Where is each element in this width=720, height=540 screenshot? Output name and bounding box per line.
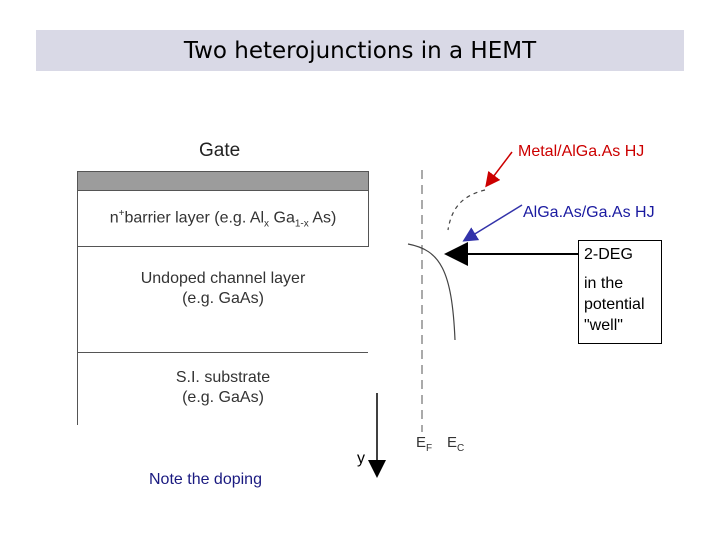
channel-layer-label: Undoped channel layer (e.g. GaAs) [140, 270, 306, 307]
conduction-band-label: $E_C$ [447, 434, 465, 454]
conduction-band-well [408, 244, 455, 340]
substrate-layer-label: S.I. substrate (e.g. GaAs) [175, 369, 271, 406]
metal-hj-label: Metal/AlGa.As HJ [518, 143, 645, 160]
barrier-layer-label: n+barrier layer (e.g. $Al_x$ $Ga_{1-x}$ As) [109, 208, 337, 230]
fermi-level-label: $E_F$ [416, 434, 433, 454]
deg-callout [578, 240, 662, 344]
gate-label: Gate [199, 140, 241, 161]
deg-line-2: potential [584, 296, 645, 313]
algaas-hj-label: AlGa.As/Ga.As HJ [523, 204, 655, 221]
conduction-band-curve [448, 190, 485, 230]
deg-line-1: in the [584, 275, 624, 292]
slide-title: Two heterojunctions in a HEMT [183, 37, 537, 64]
deg-line-3: "well" [584, 317, 623, 334]
deg-title: 2-DEG [584, 246, 633, 263]
doping-note: Note the doping [149, 471, 262, 488]
metal-hj-arrow [487, 152, 512, 185]
algaas-hj-arrow [465, 205, 522, 240]
y-axis-label: y [357, 450, 365, 467]
